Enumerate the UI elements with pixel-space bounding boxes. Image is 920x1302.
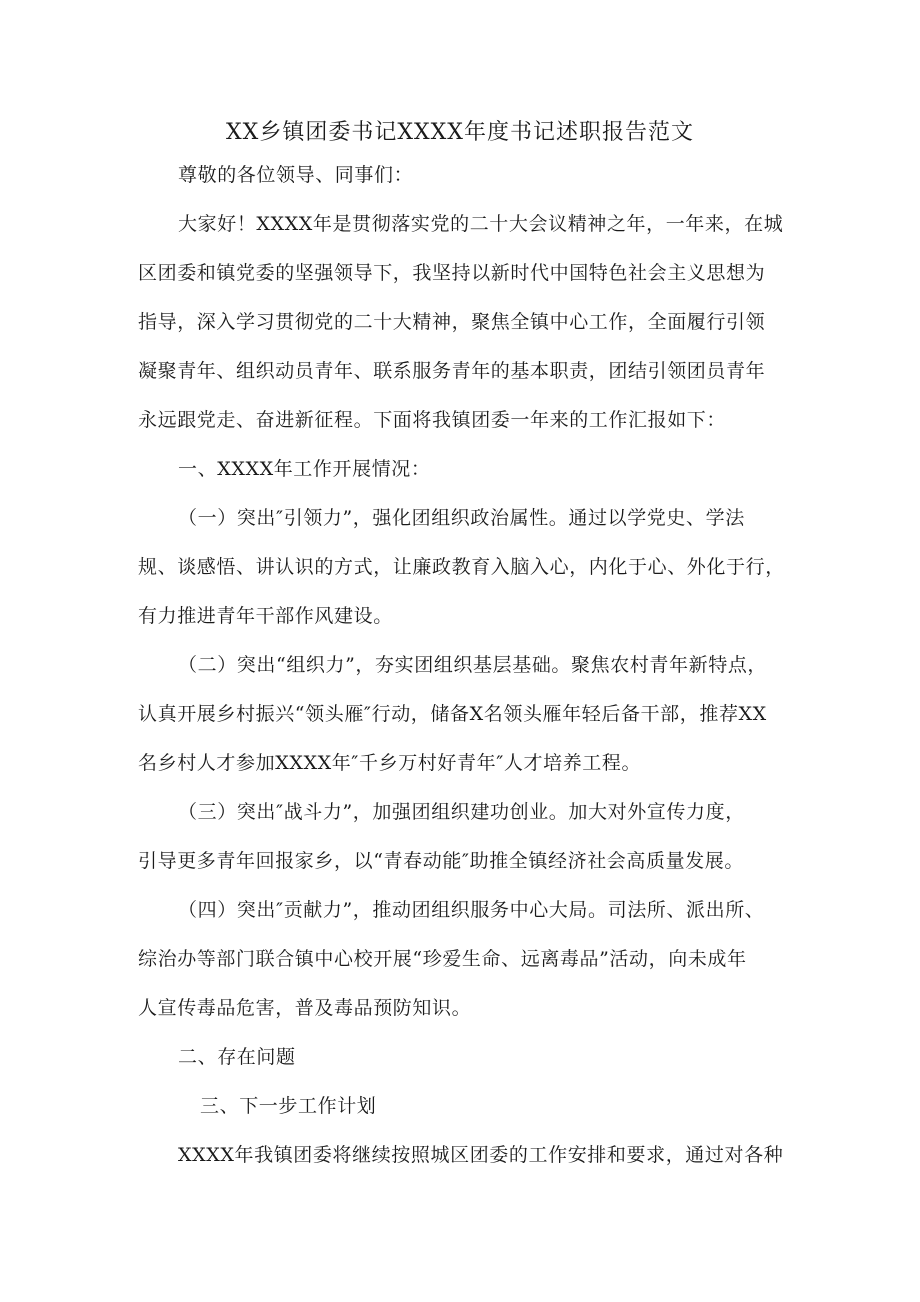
intro-line-4: 凝聚青年、组织动员青年、联系服务青年的基本职责，团结引领团员青年 <box>138 360 766 382</box>
item-2-line-2: 认真开展乡村振兴“领头雁″行动，储备X名领头雁年轻后备干部，推荐XX <box>138 703 767 725</box>
item-4-line-2: 综治办等部门联合镇中心校开展“珍爱生命、远离毒品”活动，向未成年 <box>138 948 747 970</box>
item-2-line-1: （二）突出“组织力”，夯实团组织基层基础。聚焦农村青年新特点， <box>178 654 768 676</box>
intro-line-2: 区团委和镇党委的坚强领导下，我坚持以新时代中国特色社会主义思想为 <box>138 262 766 284</box>
salutation: 尊敬的各位领导、同事们： <box>178 164 414 186</box>
item-1-line-3: 有力推进青年干部作风建设。 <box>138 605 393 627</box>
intro-line-3: 指导，深入学习贯彻党的二十大精神，聚焦全镇中心工作，全面履行引领 <box>138 311 766 333</box>
plan-line-1: XXXX年我镇团委将继续按照城区团委的工作安排和要求，通过对各种 <box>178 1144 784 1166</box>
item-4-line-1: （四）突出″贡献力”，推动团组织服务中心大局。司法所、派出所、 <box>178 899 765 921</box>
section-3-heading: 三、下一步工作计划 <box>200 1095 377 1117</box>
item-1-line-2: 规、谈感悟、讲认识的方式，让廉政教育入脑入心，内化于心、外化于行， <box>138 556 785 578</box>
item-1-line-1: （一）突出″引领力”，强化团组织政治属性。通过以学党史、学法 <box>178 507 745 529</box>
intro-line-5: 永远跟党走、奋进新征程。下面将我镇团委一年来的工作汇报如下： <box>138 409 727 431</box>
item-2-line-3: 名乡村人才参加XXXX年″千乡万村好青年″人才培养工程。 <box>138 752 642 774</box>
section-1-heading: 一、XXXX年工作开展情况： <box>178 458 431 480</box>
document-title: XX乡镇团委书记XXXX年度书记述职报告范文 <box>226 120 694 145</box>
intro-line-1: 大家好！XXXX年是贯彻落实党的二十大会议精神之年，一年来，在城 <box>178 213 784 235</box>
item-4-line-3: 人宣传毒品危害，普及毒品预防知识。 <box>138 997 472 1019</box>
section-2-heading: 二、存在问题 <box>178 1046 296 1068</box>
item-3-line-1: （三）突出″战斗力”，加强团组织建功创业。加大对外宣传力度， <box>178 801 745 823</box>
item-3-line-2: 引导更多青年回报家乡，以“青春动能″助推全镇经济社会高质量发展。 <box>138 850 745 872</box>
